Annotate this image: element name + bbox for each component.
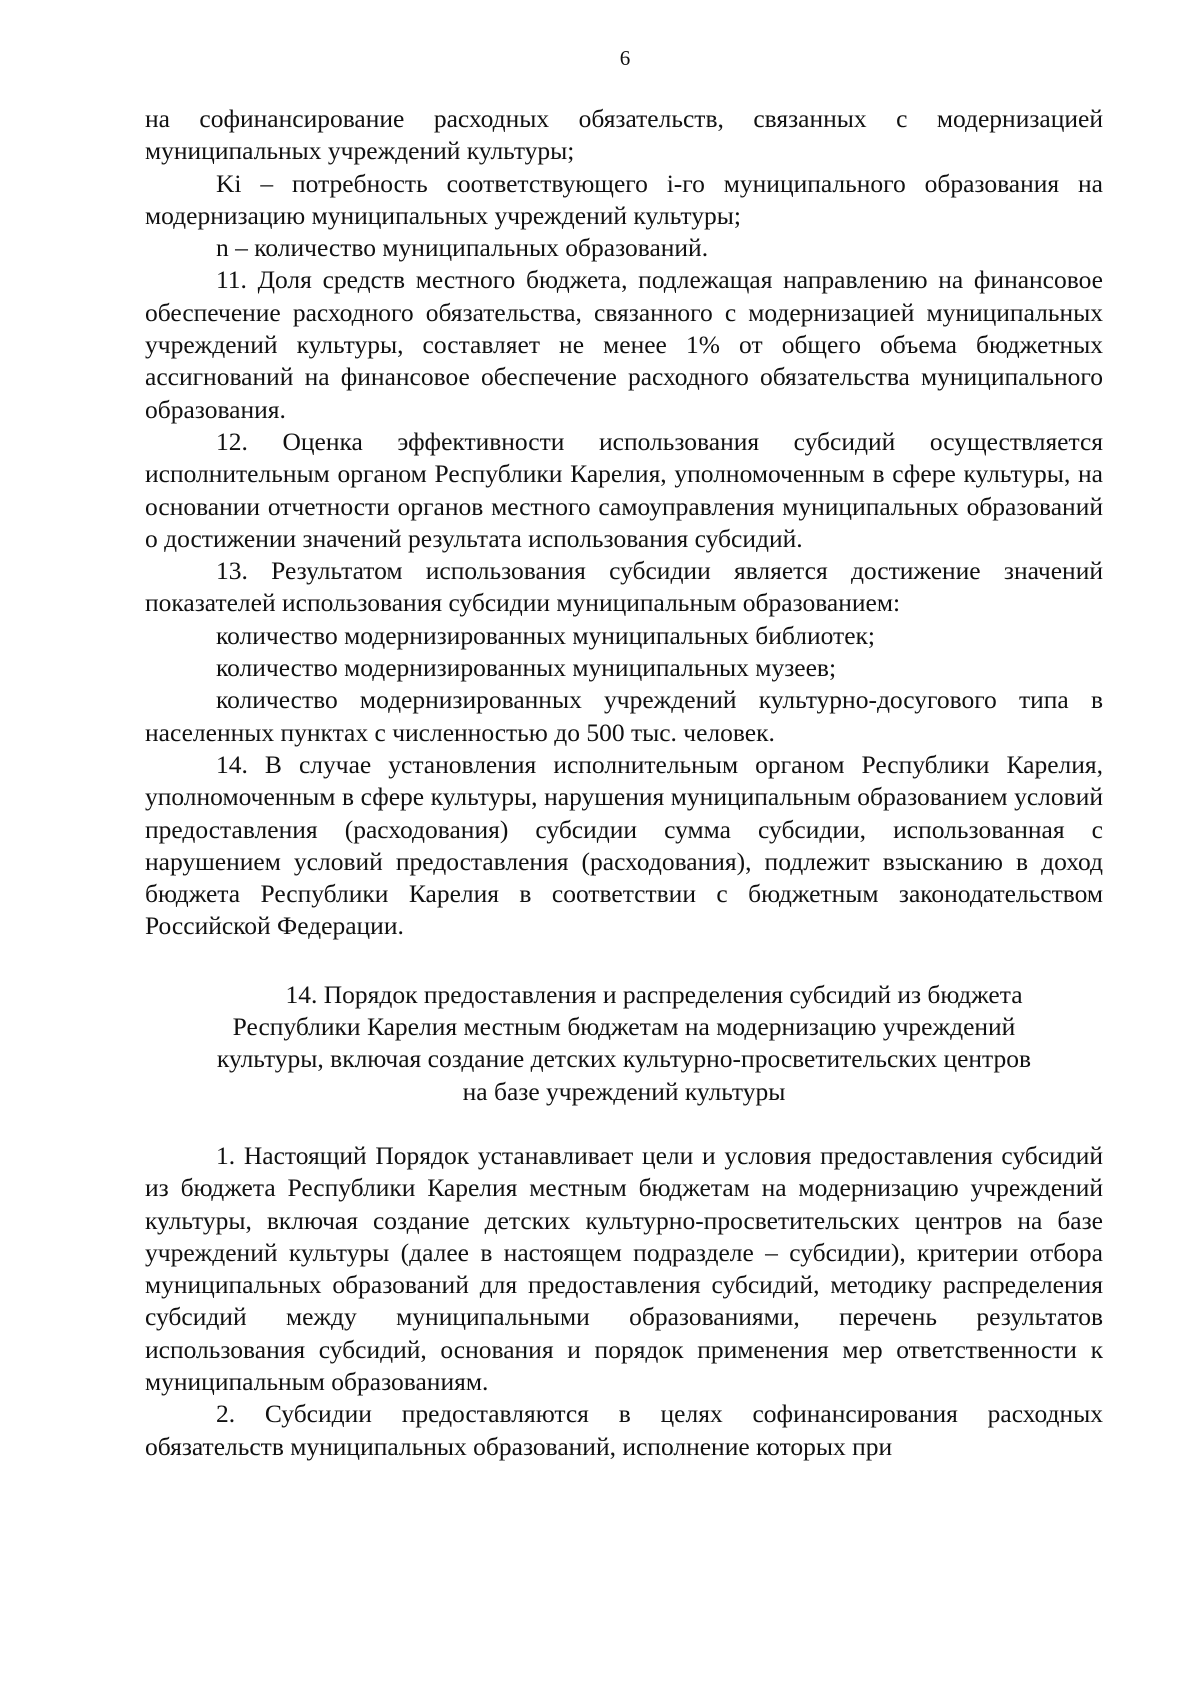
list-item: количество модернизированных учреждений культурно-досугового типа в населенных пунктах с численностью до 500 тыс. человек.	[145, 685, 1103, 747]
paragraph: 1. Настоящий Порядок устанавливает цели и условия предоставления субсидий из бюджета Республики Карелия местным бюджетам на модернизацию учреждений культуры, включая создание детских культурно-просветительских центров на базе учреждений культуры (далее в настоящем подразделе – субсидии), критерии отбора муниципальных образований для предоставления субсидий, методику распределения субсидий между муниципальными образованиями, перечень результатов использования субсидий, основания и порядок применения мер ответственности к муниципальным образованиям.	[145, 1140, 1103, 1396]
page-number: 6	[619, 46, 631, 70]
section-body	[145, 1140, 1103, 1463]
paragraph: 14. В случае установления исполнительным органом Республики Карелия, уполномоченным в сфере культуры, нарушения муниципальным образованием условий предоставления (расходования) субсидии сумма субсидии, использованная с нарушением условий предоставления (расходования), подлежит взысканию в доход бюджета Республики Карелия в соответствии с бюджетным законодательством Российской Федерации.	[145, 749, 1103, 941]
heading-line: культуры, включая создание детских культурно-просветительских центров	[216, 1044, 1032, 1074]
paragraph: на софинансирование расходных обязательств, связанных с модернизацией муниципальных учреждений культуры;	[145, 104, 1103, 166]
paragraph: 13. Результатом использования субсидии является достижение значений показателей использования субсидии муниципальным образованием:	[145, 556, 1103, 618]
heading-line: 14. Порядок предоставления и распределения субсидий из бюджета	[285, 979, 1023, 1009]
paragraph: Ki – потребность соответствующего i-го муниципального образования на модернизацию муниципальных учреждений культуры;	[145, 168, 1103, 230]
paragraph: 11. Доля средств местного бюджета, подлежащая направлению на финансовое обеспечение расходного обязательства, связанного с модернизацией муниципальных учреждений культуры, составляет не менее 1% от общего объема бюджетных ассигнований на финансовое обеспечение расходного обязательства муниципального образования.	[145, 265, 1103, 424]
document-body	[145, 103, 1103, 1463]
paragraph: 12. Оценка эффективности использования субсидий осуществляется исполнительным органом Республики Карелия, уполномоченным в сфере культуры, на основании отчетности органов местного самоуправления муниципальных образований о достижении значений результата использования субсидий.	[145, 426, 1103, 553]
heading-line: Республики Карелия местным бюджетам на модернизацию учреждений	[232, 1012, 1016, 1042]
list-item: количество модернизированных муниципальных музеев;	[216, 653, 837, 683]
paragraph: n – количество муниципальных образований.	[216, 233, 709, 263]
list-item: количество модернизированных муниципальных библиотек;	[216, 620, 875, 650]
heading-line: на базе учреждений культуры	[462, 1076, 786, 1106]
section-continuation	[145, 103, 1103, 943]
paragraph: 2. Субсидии предоставляются в целях софинансирования расходных обязательств муниципальных образований, исполнение которых при	[145, 1399, 1103, 1461]
section-heading	[145, 979, 1103, 1108]
